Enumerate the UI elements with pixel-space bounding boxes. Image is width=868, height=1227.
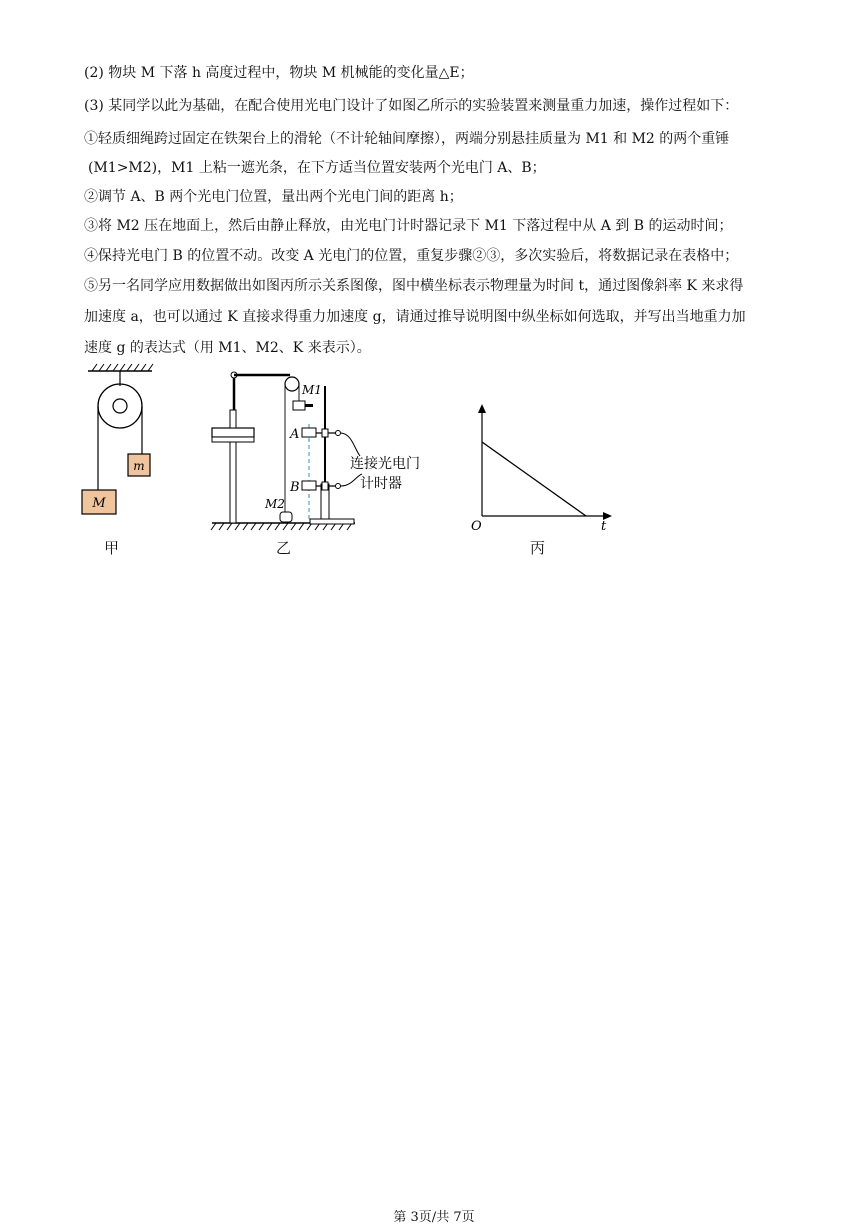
line-3: ①轻质细绳跨过固定在铁架台上的滑轮（不计轮轴间摩擦），两端分别悬挂质量为 M1 和 M2 的两个重锤: [84, 131, 730, 147]
label-m1: M1: [302, 383, 322, 397]
origin-label: O: [471, 519, 482, 534]
caption-yi: 乙: [276, 539, 292, 557]
line-1: (2) 物块 M 下落 h 高度过程中，物块 M 机械能的变化量△E；: [84, 65, 474, 81]
figure-yi: [210, 364, 450, 534]
graph-line: [482, 442, 586, 516]
note-line-2: 计时器: [360, 476, 402, 492]
block-small-m-label: m: [133, 459, 145, 473]
line-5: ②调节 A、B 两个光电门位置，量出两个光电门间的距离 h；: [84, 189, 463, 205]
label-m2: M2: [265, 497, 285, 511]
line-9: 加速度 a，也可以通过 K 直接求得重力加速度 g，请通过推导说明图中纵坐标如何选取，并写出当地重力加: [84, 309, 746, 325]
caption-bing: 丙: [530, 539, 546, 557]
figure-jia: [80, 362, 160, 527]
gate-b: [302, 481, 316, 490]
block-big-m-label: M: [92, 496, 106, 511]
x-axis-label: t: [601, 519, 607, 534]
note-line-1: 连接光电门: [350, 456, 420, 472]
line-10: 速度 g 的表达式（用 M1、M2、K 来表示）。: [84, 340, 371, 356]
gate-a: [302, 428, 316, 437]
label-gate-b: B: [290, 480, 300, 495]
figure-bing: [468, 404, 618, 534]
line-4: (M1>M2)，M1 上粘一遮光条，在下方适当位置安装两个光电门 A、B；: [88, 160, 546, 176]
line-8: ⑤另一名同学应用数据做出如图丙所示关系图像，图中横坐标表示物理量为时间 t，通过图像斜率 K 来求得: [84, 278, 744, 294]
caption-jia: 甲: [104, 539, 120, 557]
line-6: ③将 M2 压在地面上，然后由静止释放，由光电门计时器记录下 M1 下落过程中从 A 到 B 的运动时间；: [84, 218, 733, 234]
line-7: ④保持光电门 B 的位置不动。改变 A 光电门的位置，重复步骤②③，多次实验后，将数据记录在表格中；: [84, 248, 739, 264]
label-gate-a: A: [290, 427, 300, 442]
page-footer: 第 3页/共 7页: [393, 1210, 475, 1225]
line-2: (3) 某同学以此为基础，在配合使用光电门设计了如图乙所示的实验装置来测量重力加速，操作过程如下：: [84, 98, 739, 114]
